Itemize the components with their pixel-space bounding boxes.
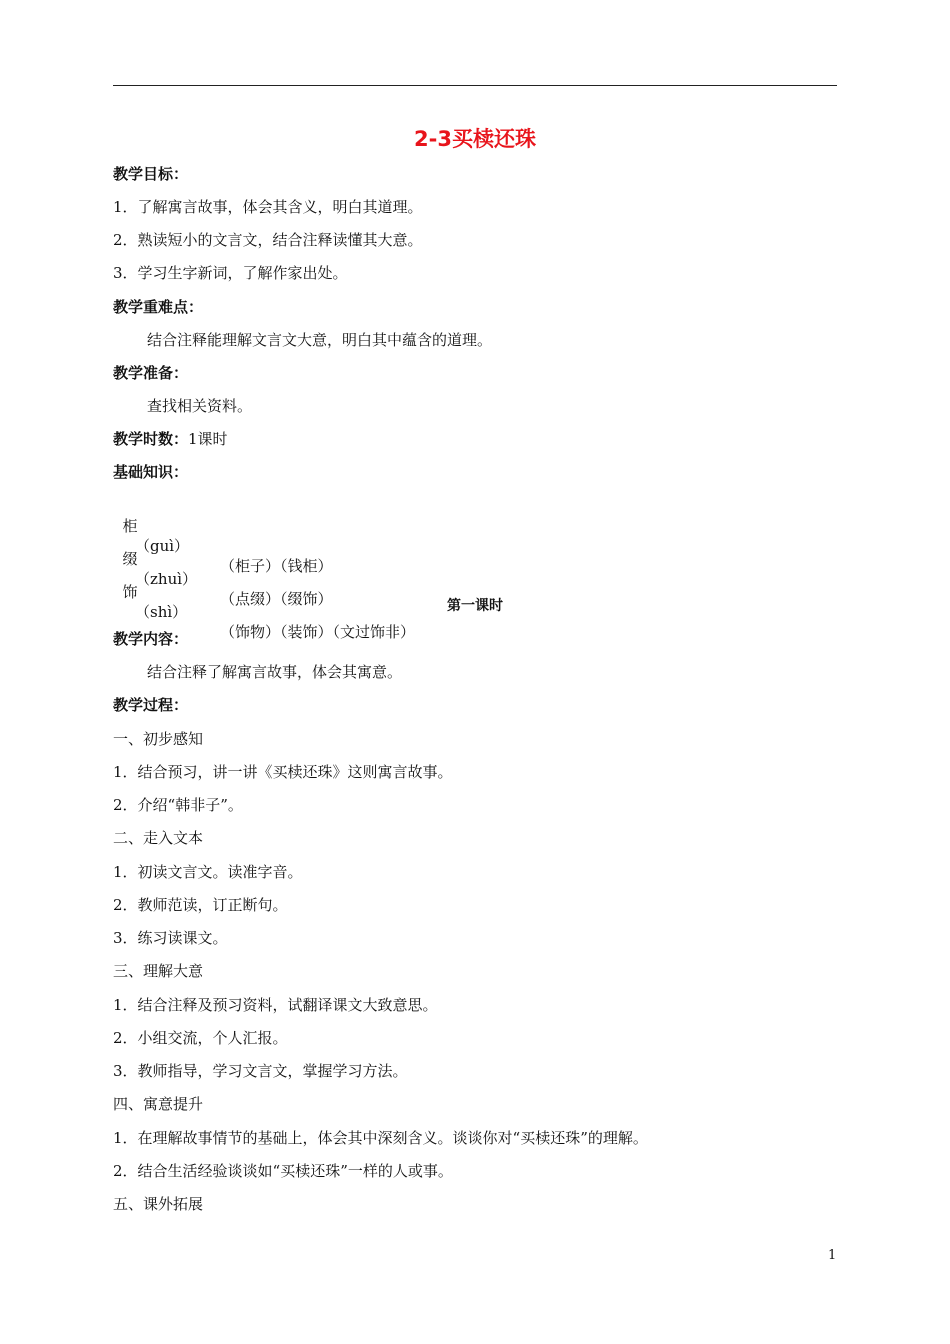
goal-item: 2．熟读短小的文言文，结合注释读懂其大意。 [113,231,423,249]
page-number: 1 [828,1248,837,1263]
process-step: 1．初读文言文。读准字音。 [113,863,303,881]
process-step: 一、初步感知 [113,730,204,748]
vocab-pinyin: （shì） [135,603,188,621]
process-step: 2．介绍“韩非子”。 [113,796,243,814]
process-step: 2．教师范读，订正断句。 [113,896,288,914]
vocab-words: （饰物）（装饰）（文过饰非） [220,623,416,641]
process-step: 五、课外拓展 [113,1195,204,1213]
goal-item: 1．了解寓言故事，体会其含义，明白其道理。 [113,198,423,216]
document-title: 2-3买椟还珠 [414,127,536,151]
process-step: 三、理解大意 [113,962,204,980]
vocab-pinyin: （guì） [135,537,190,555]
vocab-char: 柜 [122,517,138,535]
process-step: 1．在理解故事情节的基础上，体会其中深刻含义。谈谈你对“买椟还珠”的理解。 [113,1129,648,1147]
vocab-char: 饰 [122,583,138,601]
vocab-words: （点缀）（缀饰） [220,590,333,608]
preparation-heading: 教学准备： [113,364,189,382]
lesson-one-heading: 第一课时 [447,598,503,614]
vocab-pinyin: （zhuì） [135,570,198,588]
key-points-text: 结合注释能理解文言文大意，明白其中蕴含的道理。 [147,331,493,349]
content-text: 结合注释了解寓言故事，体会其寓意。 [147,663,403,681]
process-step: 3．教师指导，学习文言文，掌握学习方法。 [113,1062,408,1080]
process-step: 四、寓意提升 [113,1095,204,1113]
hours-value: 1课时 [188,430,228,448]
process-step: 1．结合注释及预习资料，试翻译课文大致意思。 [113,996,438,1014]
vocab-char: 缀 [122,550,138,568]
process-step: 二、走入文本 [113,829,204,847]
process-step: 2．小组交流，个人汇报。 [113,1029,288,1047]
preparation-text: 查找相关资料。 [147,397,253,415]
key-points-heading: 教学重难点： [113,298,204,316]
header-rule [113,85,837,86]
basics-heading: 基础知识： [113,463,189,481]
vocab-words: （柜子）（钱柜） [220,557,333,575]
hours-heading: 教学时数： [113,430,189,448]
process-step: 3．练习读课文。 [113,929,228,947]
goals-heading: 教学目标： [113,165,189,183]
content-heading: 教学内容： [113,630,189,648]
process-step: 2．结合生活经验谈谈如“买椟还珠”一样的人或事。 [113,1162,453,1180]
process-heading: 教学过程： [113,696,189,714]
goal-item: 3．学习生字新词，了解作家出处。 [113,264,348,282]
process-step: 1．结合预习，讲一讲《买椟还珠》这则寓言故事。 [113,763,453,781]
hours-line [113,429,228,449]
